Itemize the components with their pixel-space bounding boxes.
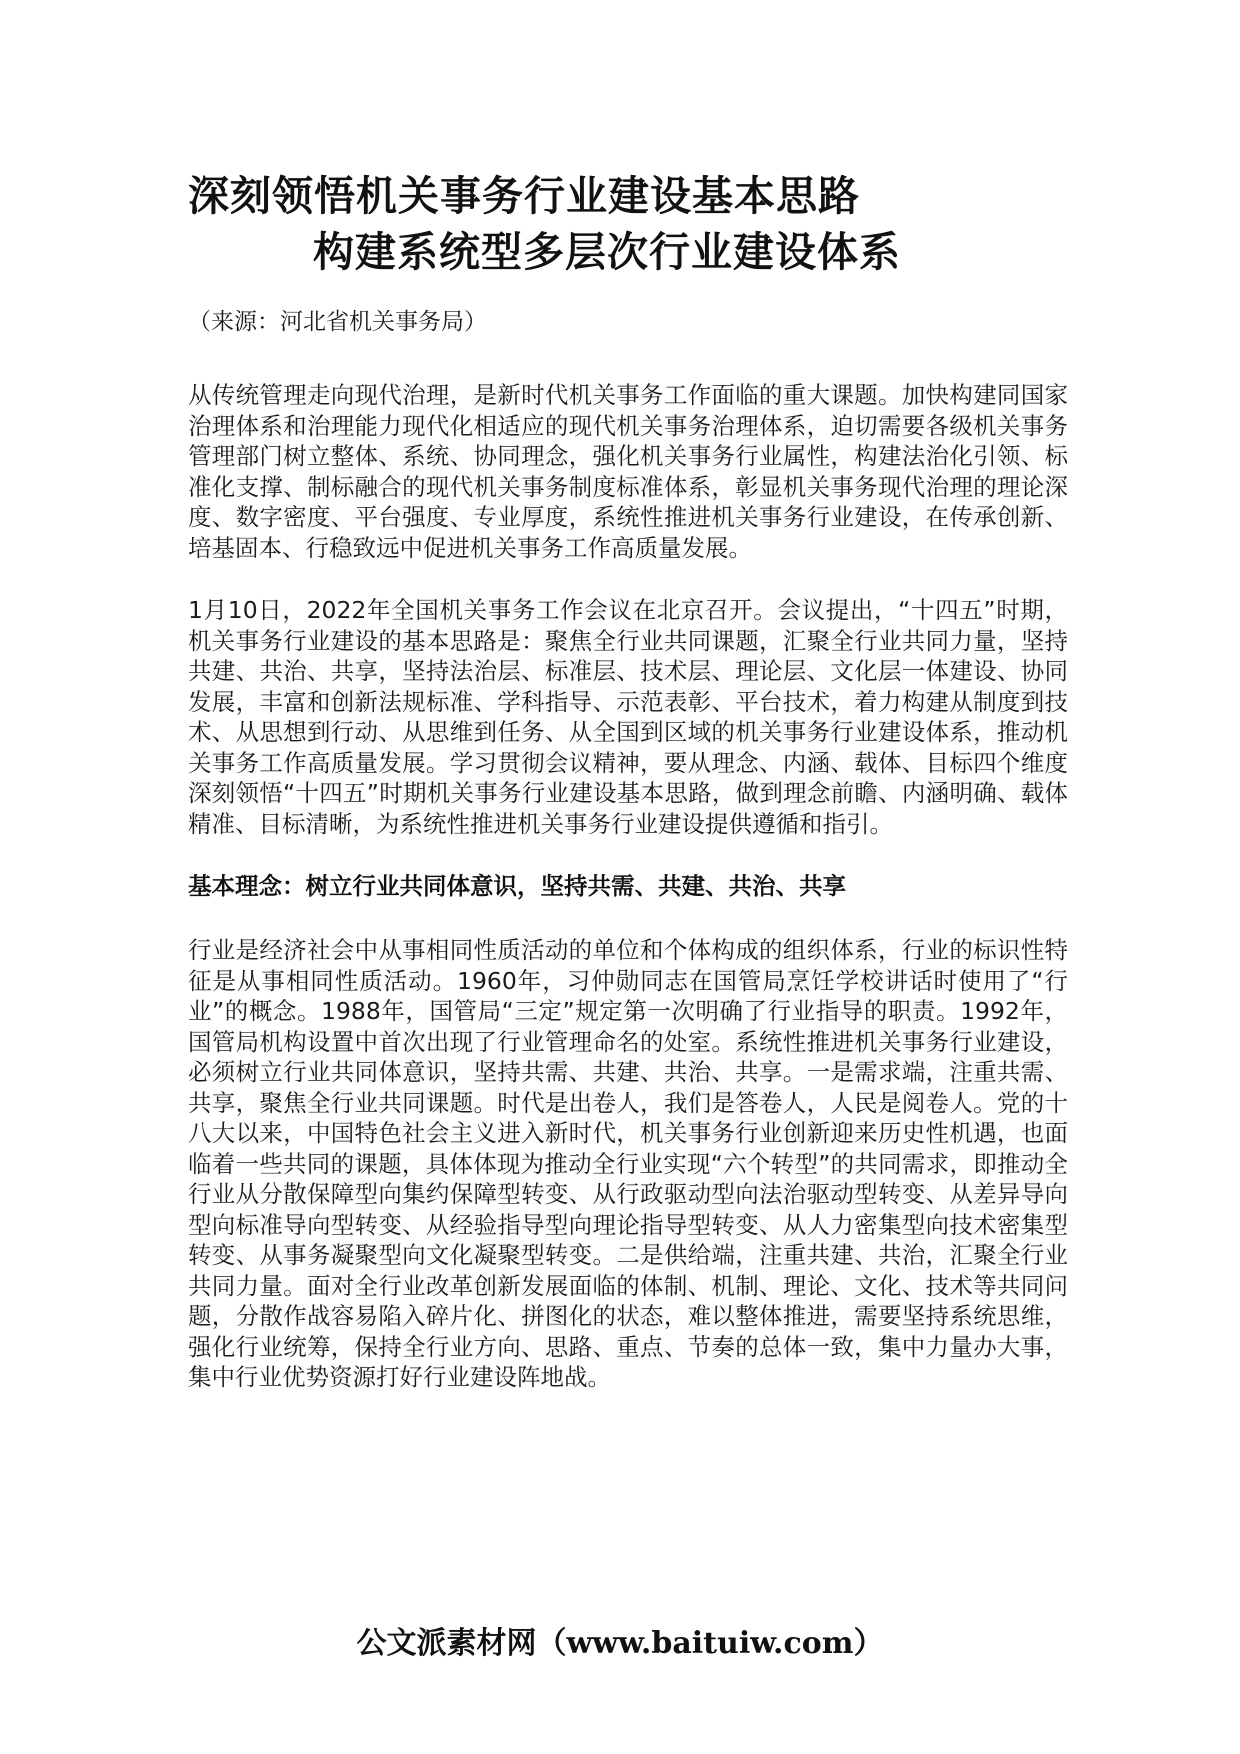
- paragraph-1: 从传统管理走向现代治理，是新时代机关事务工作面临的重大课题。加快构建同国家治理体系和治理能力现代化相适应的现代机关事务治理体系，迫切需要各级机关事务管理部门树立整体、系统、协同理念，强化机关事务行业属性，构建法治化引领、标准化支撑、制标融合的现代机关事务制度标准体系，彰显机关事务现代治理的理论深度、数字密度、平台强度、专业厚度，系统性推进机关事务行业建设，在传承创新、培基固本、行稳致远中促进机关事务工作高质量发展。: [188, 381, 1068, 562]
- paragraph-3: 行业是经济社会中从事相同性质活动的单位和个体构成的组织体系，行业的标识性特征是从事相同性质活动。1960年，习仲勋同志在国管局烹饪学校讲话时使用了“行业”的概念。1988年，国管局“三定”规定第一次明确了行业指导的职责。1992年，国管局机构设置中首次出现了行业管理命名的处室。系统性推进机关事务行业建设，必须树立行业共同体意识，坚持共需、共建、共治、共享。一是需求端，注重共需、共享，聚焦全行业共同课题。时代是出卷人，我们是答卷人，人民是阅卷人。党的十八大以来，中国特色社会主义进入新时代，机关事务行业创新迎来历史性机遇，也面临着一些共同的课题，具体体现为推动全行业实现“六个转型”的共同需求，即推动全行业从分散保障型向集约保障型转变、从行政驱动型向法治驱动型转变、从差异导向型向标准导向型转变、从经验指导型向理论指导型转变、从人力密集型向技术密集型转变、从事务凝聚型向文化凝聚型转变。二是供给端，注重共建、共治，汇聚全行业共同力量。面对全行业改革创新发展面临的体制、机制、理论、文化、技术等共同问题，分散作战容易陷入碎片化、拼图化的状态，难以整体推进，需要坚持系统思维，强化行业统筹，保持全行业方向、思路、重点、节奏的总体一致，集中力量办大事，集中行业优势资源打好行业建设阵地战。: [188, 936, 1068, 1391]
- title-line-2: 构建系统型多层次行业建设体系: [313, 228, 901, 276]
- source-note: （来源：河北省机关事务局）: [188, 309, 487, 335]
- title-line-1: 深刻领悟机关事务行业建设基本思路: [188, 172, 860, 220]
- document-title: [188, 168, 1068, 280]
- paragraph-2: 1月10日，2022年全国机关事务工作会议在北京召开。会议提出，“十四五”时期，机关事务行业建设的基本思路是：聚焦全行业共同课题，汇聚全行业共同力量，坚持共建、共治、共享，坚持法治层、标准层、技术层、理论层、文化层一体建设、协同发展，丰富和创新法规标准、学科指导、示范表彰、平台技术，着力构建从制度到技术、从思想到行动、从思维到任务、从全国到区域的机关事务行业建设体系，推动机关事务工作高质量发展。学习贯彻会议精神，要从理念、内涵、载体、目标四个维度深刻领悟“十四五”时期机关事务行业建设基本思路，做到理念前瞻、内涵明确、载体精准、目标清晰，为系统性推进机关事务行业建设提供遵循和指引。: [188, 596, 1068, 838]
- document-body: [188, 380, 1068, 1425]
- footer-watermark: 公文派素材网（www.baituiw.com）: [356, 1626, 884, 1661]
- section-heading: 基本理念：树立行业共同体意识，坚持共需、共建、共治、共享: [188, 872, 846, 900]
